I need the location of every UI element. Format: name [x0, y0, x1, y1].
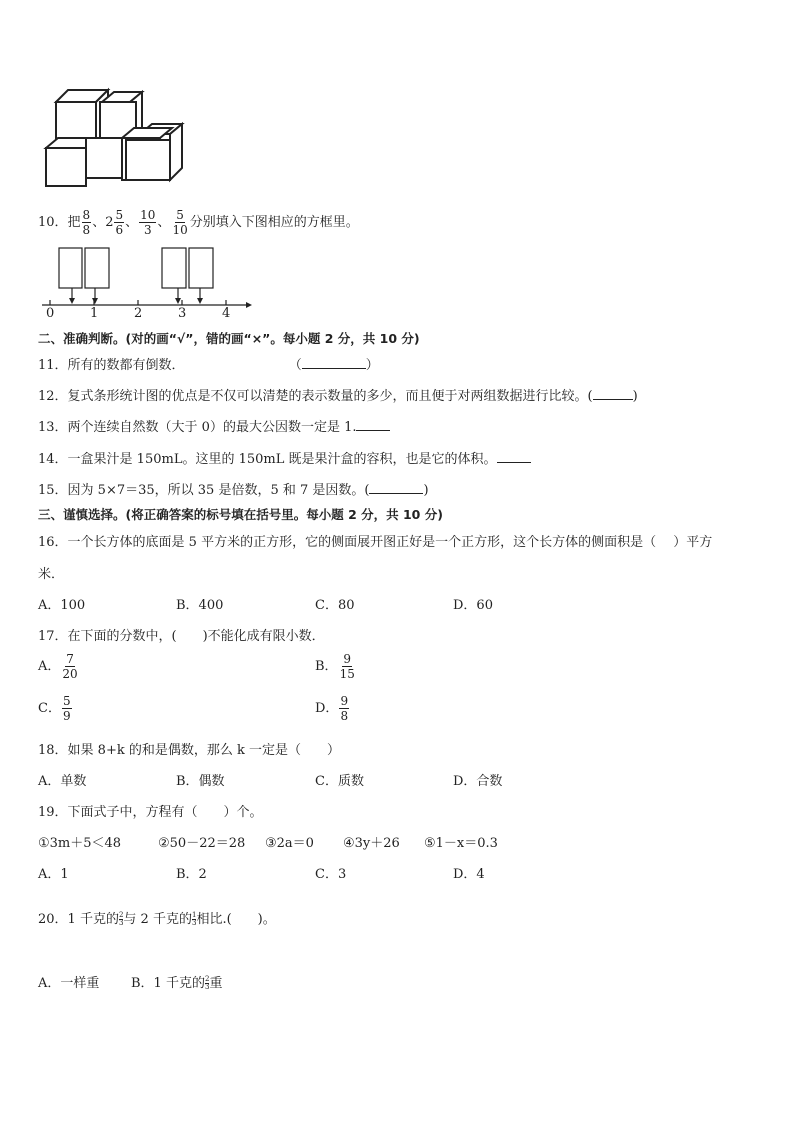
q20-part: 20．1 千克的 — [38, 912, 119, 927]
q19-item-3: ③2a＝0 — [265, 836, 314, 851]
q17-b-fraction: $\frac{9}{15}$ — [339, 652, 355, 681]
q20-option-b[interactable] — [131, 972, 222, 991]
tick-label-1: 1 — [90, 306, 99, 321]
q19-item-5: ⑤1－x＝0.3 — [424, 836, 498, 851]
q10-mixed-whole: 2 — [105, 215, 114, 230]
q17-option-b[interactable] — [315, 652, 357, 681]
q18-option-d[interactable]: D．合数 — [453, 774, 503, 789]
q11 — [38, 354, 379, 373]
q19-item-4: ④3y＋26 — [343, 836, 400, 851]
q19-option-d[interactable]: D．4 — [453, 867, 485, 882]
q16-option-c[interactable]: C．80 — [315, 598, 355, 613]
q19-option-a[interactable]: A．1 — [38, 867, 69, 882]
section-2-title: 二、准确判断。(对的画“√”，错的画“×”。每小题 2 分，共 10 分) — [38, 331, 420, 346]
q19-option-b[interactable]: B．2 — [176, 867, 207, 882]
q16-line2: 米． — [38, 567, 65, 582]
q10-suffix: 分别填入下图相应的方框里。 — [189, 215, 359, 230]
q17-c-fraction: $\frac{5}{9}$ — [62, 694, 71, 723]
q12-text: 12．复式条形统计图的优点是不仅可以清楚的表示数量的多少，而且便于对两组数据进行比较。( — [38, 389, 593, 404]
q20-part: 相比.( )。 — [196, 912, 276, 927]
option-label: B． — [315, 659, 338, 674]
q20-fraction-1: $\frac{2}{3}$ — [118, 911, 124, 927]
q12 — [38, 385, 638, 404]
q10-fraction-2: $\frac{5}{6}$ — [115, 208, 124, 237]
q19-item-2: ②50－22＝28 — [158, 836, 246, 851]
q15-answer-blank[interactable] — [369, 493, 423, 494]
option-label: B．1 千克的 — [131, 976, 205, 991]
q10-sep: 、 — [92, 215, 106, 230]
q16-option-a[interactable]: A．100 — [38, 598, 86, 613]
q18-option-b[interactable]: B．偶数 — [176, 774, 225, 789]
answer-box-2 — [85, 248, 109, 288]
q10-sep: 、 — [125, 215, 139, 230]
q10-sep: 、 — [157, 215, 171, 230]
q17-option-c[interactable] — [38, 694, 73, 723]
q10-fraction-3: $\frac{10}{3}$ — [140, 208, 156, 237]
q13 — [38, 416, 390, 435]
q11-answer-blank[interactable] — [302, 368, 366, 369]
q18-option-c[interactable]: C．质数 — [315, 774, 364, 789]
q16-option-d[interactable]: D．60 — [453, 598, 493, 613]
q15 — [38, 479, 429, 498]
section-3-title: 三、谨慎选择。(将正确答案的标号填在括号里。每小题 2 分，共 10 分) — [38, 507, 443, 522]
q11-text: 11．所有的数都有倒数． — [38, 358, 185, 373]
cube-stack-figure — [42, 84, 187, 189]
q12-answer-blank[interactable] — [593, 399, 633, 400]
q15-bracket: ) — [423, 483, 429, 498]
q16-line1: 16．一个长方体的底面是 5 平方米的正方形，它的侧面展开图正好是一个正方形，这个长方体的侧面积是（ ）平方 — [38, 535, 713, 550]
q14-answer-blank[interactable] — [497, 462, 531, 463]
q19-item-1: ①3m＋5＜48 — [38, 836, 122, 851]
q10-fraction-4: $\frac{5}{10}$ — [172, 208, 188, 237]
tick-label-0: 0 — [46, 306, 55, 321]
option-label: C． — [38, 701, 61, 716]
q20-b-fraction: $\frac{2}{3}$ — [204, 975, 210, 991]
option-label: A． — [38, 659, 61, 674]
tick-label-4: 4 — [222, 306, 231, 321]
q20-text — [38, 908, 276, 927]
answer-box-3 — [162, 248, 186, 288]
q17-option-a[interactable] — [38, 652, 80, 681]
tick-label-2: 2 — [134, 306, 143, 321]
q13-text: 13．两个连续自然数（大于 0）的最大公因数一定是 1. — [38, 420, 357, 435]
q15-text: 15．因为 5×7＝35，所以 35 是倍数，5 和 7 是因数。( — [38, 483, 370, 498]
answer-box-1 — [59, 248, 82, 288]
answer-box-4 — [189, 248, 213, 288]
number-line — [38, 244, 253, 322]
option-label: D． — [315, 701, 339, 716]
q12-bracket: ) — [632, 389, 638, 404]
q14 — [38, 448, 531, 467]
q20-option-a[interactable]: A．一样重 — [38, 976, 100, 991]
q19-option-c[interactable]: C．3 — [315, 867, 347, 882]
q17-d-fraction: $\frac{9}{8}$ — [340, 694, 349, 723]
q17-a-fraction: $\frac{7}{20}$ — [62, 652, 78, 681]
tick-label-3: 3 — [178, 306, 187, 321]
q19-text: 19．下面式子中，方程有（ ）个。 — [38, 805, 263, 820]
q10-text — [38, 203, 359, 243]
q17-text: 17．在下面的分数中，( )不能化成有限小数． — [38, 629, 325, 644]
q18-option-a[interactable]: A．单数 — [38, 774, 87, 789]
q16-option-b[interactable]: B．400 — [176, 598, 224, 613]
q20-part: 与 2 千克的 — [123, 912, 192, 927]
q10-prefix: 10．把 — [38, 215, 81, 230]
q14-text: 14．一盒果汁是 150mL。这里的 150mL 既是果汁盒的容积，也是它的体积。 — [38, 452, 497, 467]
q10-fraction-1: $\frac{8}{8}$ — [82, 208, 91, 237]
q13-answer-blank[interactable] — [356, 430, 390, 431]
q11-bracket: （ — [288, 358, 302, 373]
q18-text: 18．如果 8+k 的和是偶数，那么 k 一定是（ ） — [38, 743, 340, 758]
option-label: 重 — [209, 976, 223, 991]
q20-fraction-2: $\frac{1}{3}$ — [191, 911, 197, 927]
q11-bracket: ） — [365, 358, 379, 373]
q17-option-d[interactable] — [315, 694, 350, 723]
